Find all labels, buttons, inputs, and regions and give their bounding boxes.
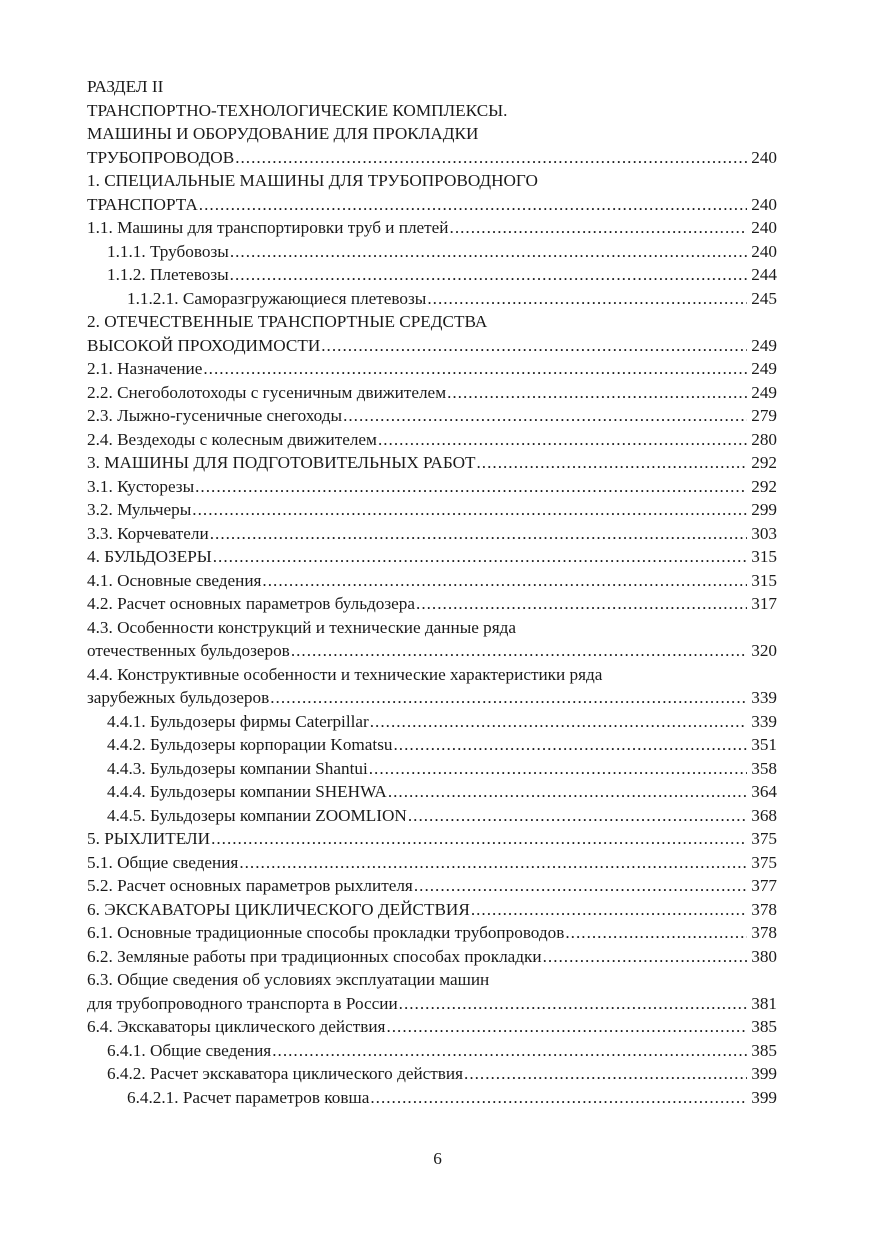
- dot-leader: [471, 898, 747, 922]
- toc-entry: [87, 357, 777, 381]
- dot-leader: [203, 357, 747, 381]
- toc-entry-title: 4.4.5. Бульдозеры компании ZOOMLION: [107, 805, 407, 825]
- toc-entry-title: 3.2. Мульчеры: [87, 500, 192, 519]
- dot-leader: [565, 921, 747, 945]
- toc-entry: [87, 475, 777, 499]
- dot-leader: [291, 639, 747, 663]
- toc-entry-page: 339: [751, 688, 777, 707]
- toc-entry-title: 3.1. Кусторезы: [87, 476, 195, 496]
- toc-entry: [87, 569, 777, 593]
- toc-entry-page: 377: [751, 876, 777, 895]
- toc-entry-title: 4.4.2. Бульдозеры корпорации Komatsu: [107, 735, 393, 754]
- toc-heading-line: [87, 968, 777, 992]
- toc-entry: [87, 263, 777, 287]
- toc-entry-title: 6.3. Общие сведения об условиях эксплуатации машин: [87, 970, 490, 989]
- toc-entry-page: 279: [751, 406, 777, 425]
- toc-entry-page: 292: [751, 476, 777, 496]
- toc-entry-page: 399: [751, 1064, 777, 1083]
- toc-entry-title: РАЗДЕЛ II: [87, 77, 164, 96]
- toc-entry-page: 244: [751, 265, 777, 284]
- toc-entry-title: 3. МАШИНЫ ДЛЯ ПОДГОТОВИТЕЛЬНЫХ РАБОТ: [87, 453, 476, 472]
- toc-entry: [87, 804, 777, 828]
- toc-entry-title: 6. ЭКСКАВАТОРЫ ЦИКЛИЧЕСКОГО ДЕЙСТВИЯ: [87, 899, 470, 919]
- toc-entry-title: 6.4. Экскаваторы циклического действия: [87, 1017, 386, 1036]
- dot-leader: [447, 381, 747, 405]
- dot-leader: [230, 240, 747, 264]
- toc-entry: [87, 757, 777, 781]
- toc-entry-page: 375: [751, 829, 777, 848]
- toc-entry: [87, 193, 777, 217]
- toc-entry: [87, 498, 777, 522]
- page-number: 6: [433, 1149, 442, 1168]
- dot-leader: [270, 686, 747, 710]
- toc-entry-title: 5.2. Расчет основных параметров рыхлителя: [87, 876, 413, 895]
- toc-heading-line: [87, 663, 777, 687]
- toc-entry: [87, 874, 777, 898]
- dot-leader: [199, 193, 747, 217]
- dot-leader: [399, 992, 747, 1016]
- toc-entry-title: 4.4.1. Бульдозеры фирмы Caterpillar: [107, 711, 369, 731]
- toc-entry: [87, 780, 777, 804]
- dot-leader: [414, 874, 747, 898]
- toc-entry-title: МАШИНЫ И ОБОРУДОВАНИЕ ДЛЯ ПРОКЛАДКИ: [87, 124, 479, 143]
- toc-entry-title: 3.3. Корчеватели: [87, 523, 209, 543]
- toc-entry-title: 4.4.3. Бульдозеры компании Shantui: [107, 758, 368, 778]
- toc-entry: [87, 1062, 777, 1086]
- toc-entry-page: 292: [751, 453, 777, 472]
- toc-entry-page: 368: [751, 805, 777, 825]
- toc-entry-title: 1.1.2. Плетевозы: [107, 265, 229, 284]
- toc-entry-page: 378: [751, 923, 777, 942]
- toc-entry: [87, 851, 777, 875]
- toc-heading-line: [87, 310, 777, 334]
- toc-entry-page: 380: [751, 946, 777, 966]
- toc-entry: [87, 945, 777, 969]
- toc-entry: [87, 146, 777, 170]
- toc-entry-title: 4.4. Конструктивные особенности и технические характеристики ряда: [87, 664, 603, 684]
- toc-entry-page: 399: [751, 1087, 777, 1107]
- toc-entry-title: 4.2. Расчет основных параметров бульдозера: [87, 594, 416, 613]
- dot-leader: [388, 780, 747, 804]
- toc-entry-title: для трубопроводного транспорта в России: [87, 993, 398, 1013]
- toc-entry-title: зарубежных бульдозеров: [87, 688, 270, 707]
- toc-entry-title: 6.4.1. Общие сведения: [107, 1040, 272, 1060]
- toc-entry-title: 1.1.2.1. Саморазгружающиеся плетевозы: [127, 288, 427, 308]
- toc-entry-page: 315: [751, 547, 777, 566]
- toc-entry-title: ТРУБОПРОВОДОВ: [87, 147, 235, 167]
- toc-entry-page: 351: [751, 735, 777, 754]
- toc-entry-title: 2.1. Назначение: [87, 359, 203, 378]
- dot-leader: [477, 451, 748, 475]
- toc-entry-page: 245: [751, 288, 777, 308]
- toc-entry: [87, 240, 777, 264]
- toc-entry-title: отечественных бульдозеров: [87, 641, 290, 660]
- dot-leader: [192, 498, 747, 522]
- toc-entry: [87, 710, 777, 734]
- dot-leader: [408, 804, 747, 828]
- toc-entry: [87, 992, 777, 1016]
- toc-entry-page: 320: [751, 641, 777, 660]
- toc-entry-page: 249: [751, 382, 777, 402]
- dot-leader: [210, 522, 747, 546]
- toc-entry-page: 240: [751, 147, 777, 167]
- dot-leader: [369, 757, 747, 781]
- dot-leader: [370, 710, 747, 734]
- dot-leader: [427, 287, 747, 311]
- toc-entry-title: 2.4. Вездеходы с колесным движителем: [87, 429, 377, 449]
- dot-leader: [343, 404, 747, 428]
- toc-entry-title: ТРАНСПОРТНО-ТЕХНОЛОГИЧЕСКИЕ КОМПЛЕКСЫ.: [87, 100, 508, 120]
- toc-entry: [87, 428, 777, 452]
- dot-leader: [386, 1015, 747, 1039]
- toc-heading-line: [87, 75, 777, 99]
- toc-entry-title: ВЫСОКОЙ ПРОХОДИМОСТИ: [87, 335, 321, 355]
- toc-entry-title: 6.4.2. Расчет экскаватора циклического действия: [107, 1064, 464, 1083]
- dot-leader: [195, 475, 747, 499]
- dot-leader: [235, 146, 747, 170]
- toc-entry-page: 385: [751, 1017, 777, 1036]
- toc-entry: [87, 334, 777, 358]
- toc-entry: [87, 1015, 777, 1039]
- toc-entry-page: 364: [751, 782, 777, 801]
- toc-entry-page: 249: [751, 335, 777, 355]
- toc-entry-title: 5.1. Общие сведения: [87, 852, 239, 872]
- toc-entry: [87, 1039, 777, 1063]
- dot-leader: [394, 733, 748, 757]
- toc-entry-title: 2.2. Снегоболотоходы с гусеничным движителем: [87, 382, 447, 402]
- toc-heading-line: [87, 99, 777, 123]
- toc-entry-page: 385: [751, 1040, 777, 1060]
- toc-entry: [87, 592, 777, 616]
- toc-entry-page: 303: [751, 523, 777, 543]
- toc-entry-title: 4.4.4. Бульдозеры компании SHEHWA: [107, 782, 387, 801]
- toc-entry: [87, 827, 777, 851]
- toc-entry-title: ТРАНСПОРТА: [87, 194, 198, 214]
- toc-entry-page: 339: [751, 711, 777, 731]
- toc-entry-title: 1.1. Машины для транспортировки труб и плетей: [87, 218, 449, 237]
- toc-entry-page: 299: [751, 500, 777, 519]
- dot-leader: [321, 334, 747, 358]
- toc-entry: [87, 921, 777, 945]
- toc-entry-page: 240: [751, 194, 777, 214]
- toc-entry-title: 2. ОТЕЧЕСТВЕННЫЕ ТРАНСПОРТНЫЕ СРЕДСТВА: [87, 312, 488, 331]
- toc-entry: [87, 1086, 777, 1110]
- dot-leader: [378, 428, 747, 452]
- toc-entry: [87, 381, 777, 405]
- toc-entry-page: 358: [751, 758, 777, 778]
- toc-entry: [87, 898, 777, 922]
- toc-entry-title: 6.2. Земляные работы при традиционных способах прокладки: [87, 946, 542, 966]
- dot-leader: [230, 263, 747, 287]
- toc-entry-page: 240: [751, 241, 777, 261]
- toc-entry-page: 240: [751, 218, 777, 237]
- table-of-contents: [87, 75, 777, 1109]
- dot-leader: [239, 851, 747, 875]
- dot-leader: [543, 945, 747, 969]
- toc-entry-page: 375: [751, 852, 777, 872]
- toc-entry-title: 4.3. Особенности конструкций и технические данные ряда: [87, 617, 517, 637]
- toc-entry-page: 378: [751, 899, 777, 919]
- toc-entry: [87, 404, 777, 428]
- toc-entry-title: 2.3. Лыжно-гусеничные снегоходы: [87, 406, 343, 425]
- toc-entry-title: 6.1. Основные традиционные способы прокладки трубопроводов: [87, 923, 565, 942]
- toc-entry-page: 280: [751, 429, 777, 449]
- toc-entry-title: 5. РЫХЛИТЕЛИ: [87, 829, 211, 848]
- dot-leader: [464, 1062, 747, 1086]
- toc-heading-line: [87, 122, 777, 146]
- toc-entry: [87, 287, 777, 311]
- toc-entry-title: 1. СПЕЦИАЛЬНЫЕ МАШИНЫ ДЛЯ ТРУБОПРОВОДНОГО: [87, 171, 538, 190]
- toc-entry: [87, 451, 777, 475]
- toc-entry: [87, 686, 777, 710]
- toc-entry: [87, 639, 777, 663]
- dot-leader: [262, 569, 747, 593]
- toc-heading-line: [87, 616, 777, 640]
- dot-leader: [370, 1086, 747, 1110]
- dot-leader: [416, 592, 747, 616]
- toc-entry: [87, 522, 777, 546]
- toc-entry-page: 249: [751, 359, 777, 378]
- toc-entry-title: 6.4.2.1. Расчет параметров ковша: [127, 1087, 370, 1107]
- dot-leader: [272, 1039, 747, 1063]
- toc-entry: [87, 733, 777, 757]
- toc-entry: [87, 216, 777, 240]
- toc-entry: [87, 545, 777, 569]
- toc-entry-title: 4.1. Основные сведения: [87, 570, 262, 590]
- dot-leader: [450, 216, 747, 240]
- toc-entry-title: 1.1.1. Трубовозы: [107, 241, 229, 261]
- dot-leader: [213, 545, 747, 569]
- toc-entry-title: 4. БУЛЬДОЗЕРЫ: [87, 547, 212, 566]
- toc-heading-line: [87, 169, 777, 193]
- dot-leader: [211, 827, 747, 851]
- toc-entry-page: 315: [751, 570, 777, 590]
- toc-entry-page: 317: [751, 594, 777, 613]
- toc-entry-page: 381: [751, 993, 777, 1013]
